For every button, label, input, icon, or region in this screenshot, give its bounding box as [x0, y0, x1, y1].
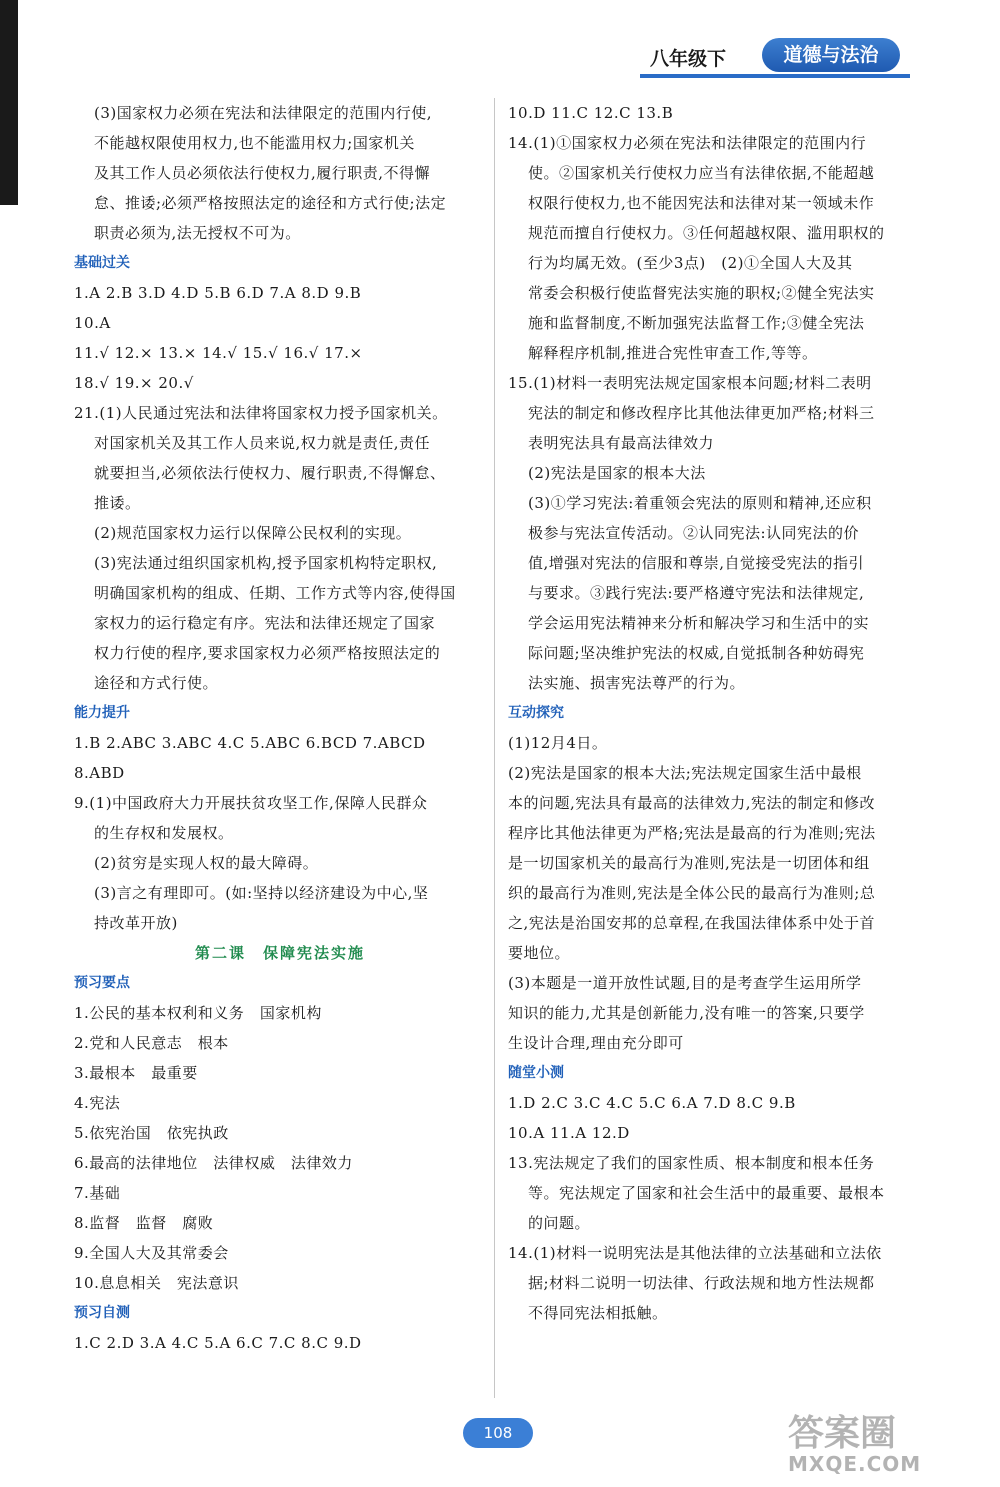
- text-line: 对国家机关及其工作人员来说,权力就是责任,责任: [94, 434, 431, 452]
- text-line: 权力行使的程序,要求国家权力必须严格按照法定的: [94, 644, 441, 662]
- text-line: 织的最高行为准则,宪法是全体公民的最高行为准则;总: [508, 884, 876, 902]
- grade-label: 八年级下: [650, 48, 727, 70]
- watermark-logo: 答案圈: [788, 1413, 897, 1454]
- right-column: [508, 98, 916, 1328]
- column-divider: [494, 98, 495, 1398]
- text-line: 解释程序机制,推进合宪性审查工作,等等。: [528, 344, 818, 362]
- text-line: 明确国家机构的组成、任期、工作方式等内容,使得国: [94, 584, 456, 602]
- text-line: 与要求。③践行宪法:要严格遵守宪法和法律规定,: [528, 584, 865, 602]
- text-line: 就要担当,必须依法行使权力、履行职责,不得懈怠、: [94, 464, 446, 482]
- text-line: (2)宪法是国家的根本大法;宪法规定国家生活中最根: [508, 764, 862, 782]
- text-line: 8.监督 监督 腐败: [74, 1214, 214, 1232]
- page-header: [650, 38, 905, 78]
- text-line: 行为均属无效。(至少3点) (2)①全国人大及其: [528, 254, 853, 272]
- text-line: 知识的能力,尤其是创新能力,没有唯一的答案,只要学: [508, 1004, 865, 1022]
- text-line: 途径和方式行使。: [94, 674, 219, 692]
- text-line: 10.A: [74, 314, 111, 332]
- text-line: (2)规范国家权力运行以保障公民权利的实现。: [94, 524, 412, 542]
- section-heading: 互动探究: [508, 705, 564, 721]
- text-line: (3)言之有理即可。(如:坚持以经济建设为中心,坚: [94, 884, 429, 902]
- left-column: [74, 98, 486, 1358]
- text-line: (2)贫穷是实现人权的最大障碍。: [94, 854, 319, 872]
- binding-edge-bar: [0, 0, 18, 205]
- text-line: 极参与宪法宣传活动。②认同宪法:认同宪法的价: [528, 524, 860, 542]
- text-line: 宪法的制定和修改程序比其他法律更加严格;材料三: [528, 404, 875, 422]
- text-line: 10.息息相关 宪法意识: [74, 1274, 239, 1292]
- text-line: 10.A 11.A 12.D: [508, 1124, 630, 1142]
- text-line: 值,增强对宪法的信服和尊崇,自觉接受宪法的指引: [528, 554, 865, 572]
- watermark-url: MXQE.COM: [788, 1452, 922, 1476]
- text-line: 21.(1)人民通过宪法和法律将国家权力授予国家机关。: [74, 404, 448, 422]
- text-line: 5.依宪治国 依宪执政: [74, 1124, 229, 1142]
- header-rule: [640, 74, 910, 78]
- text-line: 11.√ 12.× 13.× 14.√ 15.√ 16.√ 17.×: [74, 344, 363, 362]
- text-line: 生设计合理,理由充分即可: [508, 1034, 684, 1052]
- text-line: 施和监督制度,不断加强宪法监督工作;③健全宪法: [528, 314, 865, 332]
- page-number: 108: [463, 1418, 533, 1448]
- text-line: 18.√ 19.× 20.√: [74, 374, 194, 392]
- text-line: 1.C 2.D 3.A 4.C 5.A 6.C 7.C 8.C 9.D: [74, 1334, 362, 1352]
- text-line: 表明宪法具有最高法律效力: [528, 434, 715, 452]
- text-line: 际问题;坚决维护宪法的权威,自觉抵制各种妨碍宪: [528, 644, 865, 662]
- text-line: 权限行使权力,也不能因宪法和法律对某一领域未作: [528, 194, 875, 212]
- text-line: 不得同宪法相抵触。: [528, 1304, 668, 1322]
- text-line: 怠、推诿;必须严格按照法定的途径和方式行使;法定: [94, 194, 447, 212]
- text-line: 程序比其他法律更为严格;宪法是最高的行为准则;宪法: [508, 824, 876, 842]
- lesson-title: 第二课 保障宪法实施: [194, 944, 365, 962]
- text-line: 职责必须为,法无授权不可为。: [94, 224, 301, 242]
- text-line: 持改革开放): [94, 914, 178, 932]
- text-line: 13.宪法规定了我们的国家性质、根本制度和根本任务: [508, 1154, 875, 1172]
- text-line: 不能越权限使用权力,也不能滥用权力;国家机关: [94, 134, 415, 152]
- text-line: 学会运用宪法精神来分析和解决学习和生活中的实: [528, 614, 870, 632]
- text-line: (3)本题是一道开放性试题,目的是考查学生运用所学: [508, 974, 862, 992]
- text-line: 14.(1)材料一说明宪法是其他法律的立法基础和立法依: [508, 1244, 882, 1262]
- text-line: 使。②国家机关行使权力应当有法律依据,不能超越: [528, 164, 875, 182]
- text-line: 8.ABD: [74, 764, 125, 782]
- section-heading: 随堂小测: [508, 1065, 564, 1081]
- text-line: 6.最高的法律地位 法律权威 法律效力: [74, 1154, 353, 1172]
- text-line: 是一切国家机关的最高行为准则,宪法是一切团体和组: [508, 854, 870, 872]
- text-line: (3)宪法通过组织国家机构,授予国家机构特定职权,: [94, 554, 438, 572]
- text-line: 9.(1)中国政府大力开展扶贫攻坚工作,保障人民群众: [74, 794, 428, 812]
- text-line: 要地位。: [508, 944, 571, 962]
- text-line: 9.全国人大及其常委会: [74, 1244, 229, 1262]
- text-line: 家权力的运行稳定有序。宪法和法律还规定了国家: [94, 614, 436, 632]
- text-line: 4.宪法: [74, 1094, 121, 1112]
- section-heading: 能力提升: [74, 705, 130, 721]
- section-heading: 预习要点: [74, 975, 130, 991]
- text-line: 1.B 2.ABC 3.ABC 4.C 5.ABC 6.BCD 7.ABCD: [74, 734, 426, 752]
- text-line: (2)宪法是国家的根本大法: [528, 464, 706, 482]
- text-line: 14.(1)①国家权力必须在宪法和法律限定的范围内行: [508, 134, 867, 152]
- text-line: 的问题。: [528, 1214, 591, 1232]
- text-line: 之,宪法是治国安邦的总章程,在我国法律体系中处于首: [508, 914, 876, 932]
- text-line: 的生存权和发展权。: [94, 824, 234, 842]
- text-line: (1)12月4日。: [508, 734, 608, 752]
- section-heading: 预习自测: [74, 1305, 130, 1321]
- text-line: 10.D 11.C 12.C 13.B: [508, 104, 674, 122]
- text-line: 3.最根本 最重要: [74, 1064, 198, 1082]
- text-line: 本的问题,宪法具有最高的法律效力,宪法的制定和修改: [508, 794, 876, 812]
- text-line: 规范而擅自行使权力。③任何超越权限、滥用职权的: [528, 224, 885, 242]
- text-line: 7.基础: [74, 1184, 121, 1202]
- watermark: [788, 1405, 988, 1475]
- text-line: 等。宪法规定了国家和社会生活中的最重要、最根本: [528, 1184, 885, 1202]
- text-line: 常委会积极行使监督宪法实施的职权;②健全宪法实: [528, 284, 875, 302]
- text-line: (3)国家权力必须在宪法和法律限定的范围内行使,: [94, 104, 433, 122]
- text-line: (3)①学习宪法:着重领会宪法的原则和精神,还应积: [528, 494, 872, 512]
- text-line: 15.(1)材料一表明宪法规定国家根本问题;材料二表明: [508, 374, 872, 392]
- text-line: 2.党和人民意志 根本: [74, 1034, 229, 1052]
- text-line: 推诿。: [94, 494, 141, 512]
- text-line: 法实施、损害宪法尊严的行为。: [528, 674, 746, 692]
- text-line: 1.A 2.B 3.D 4.D 5.B 6.D 7.A 8.D 9.B: [74, 284, 362, 302]
- text-line: 及其工作人员必须依法行使权力,履行职责,不得懈: [94, 164, 431, 182]
- subject-badge: 道德与法治: [762, 38, 900, 72]
- text-line: 1.D 2.C 3.C 4.C 5.C 6.A 7.D 8.C 9.B: [508, 1094, 796, 1112]
- text-line: 据;材料二说明一切法律、行政法规和地方性法规都: [528, 1274, 875, 1292]
- text-line: 1.公民的基本权利和义务 国家机构: [74, 1004, 322, 1022]
- section-heading: 基础过关: [74, 255, 130, 271]
